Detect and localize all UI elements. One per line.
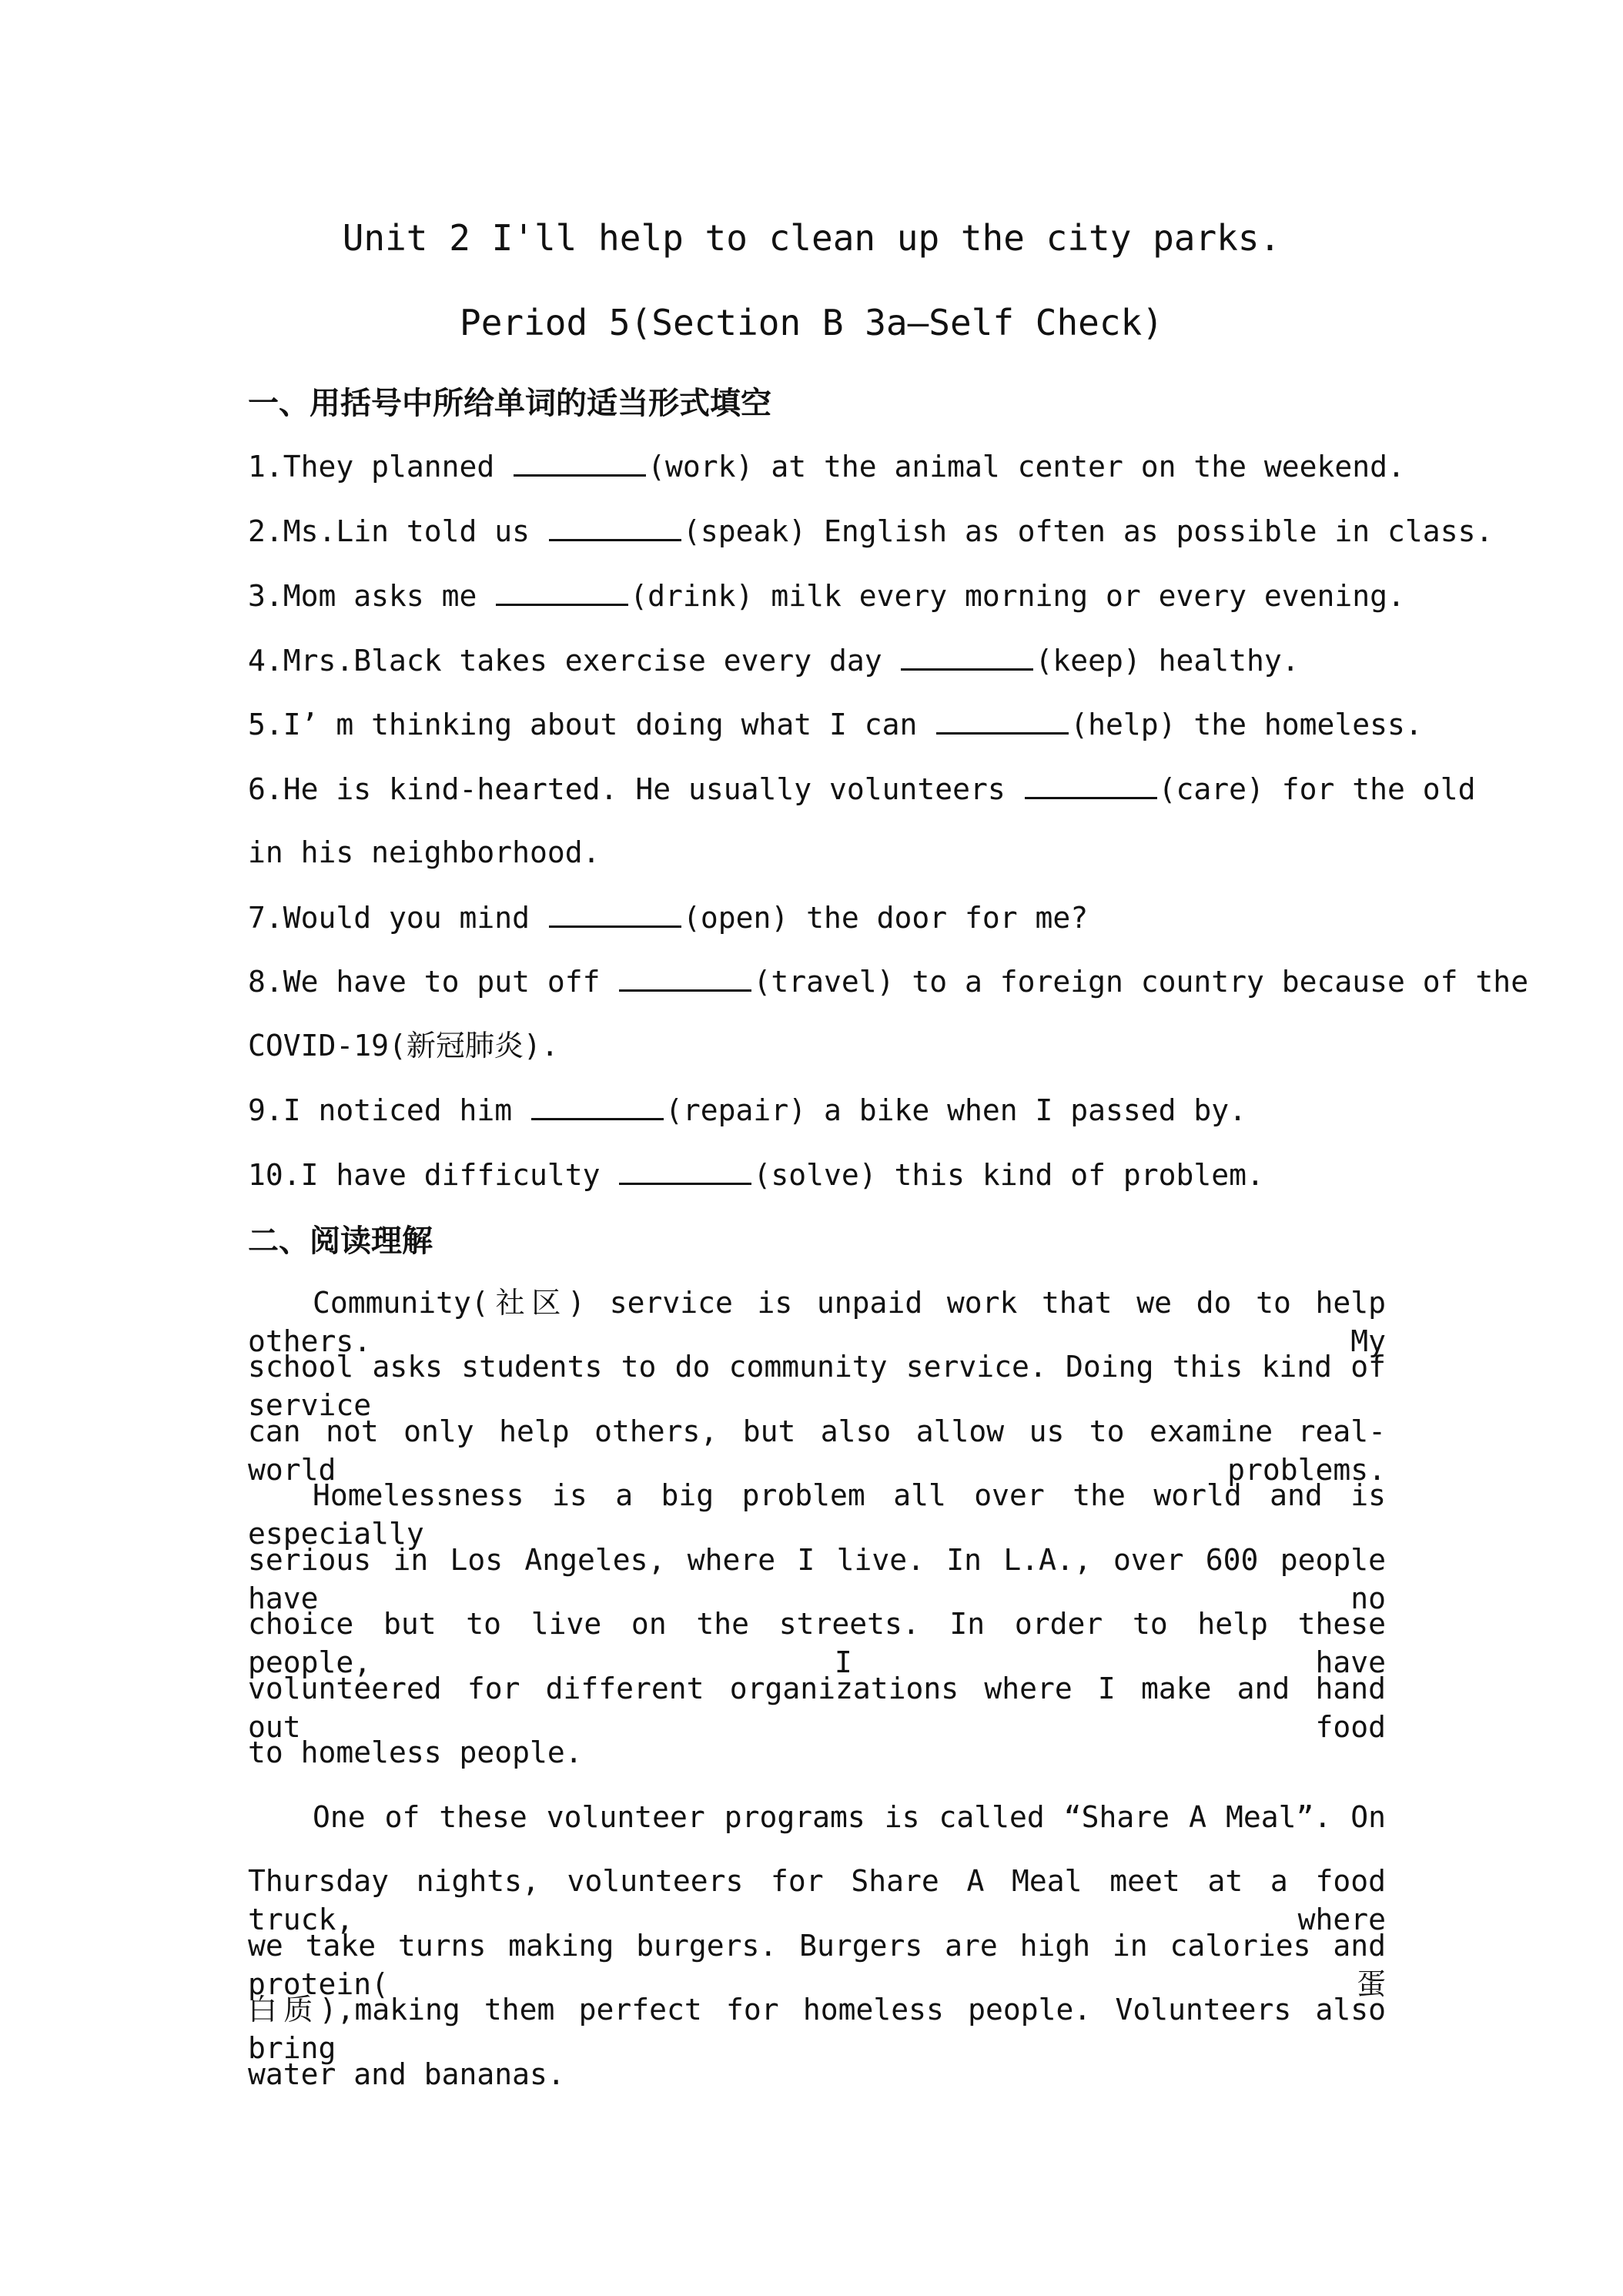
exercise-item (248, 576, 1405, 614)
answer-blank[interactable] (549, 511, 681, 541)
exercise-item (248, 898, 1386, 936)
page-title: Unit 2 I'll help to clean up the city parks. (342, 217, 1281, 259)
passage-line: serious in Los Angeles, where I live. In L.A., over 600 people have no (248, 1543, 1386, 1615)
answer-blank[interactable] (549, 898, 681, 928)
item-text: (care) for the old (1158, 772, 1476, 806)
passage-line: to homeless people. (248, 1735, 583, 1769)
passage-line: One of these volunteer programs is called “Share A Meal”. On (313, 1800, 1386, 1834)
passage-line: can not only help others, but also allow us to examine real-world problems. (248, 1414, 1386, 1487)
exercise-item-continuation: COVID-19(新冠肺炎). (248, 1029, 559, 1063)
item-text: 5.I’ m thinking about doing what I can (248, 708, 935, 741)
section-1-heading: 一、用括号中所给单词的适当形式填空 (248, 386, 771, 421)
item-text: (repair) a bike when I passed by. (665, 1093, 1247, 1127)
item-text: 4.Mrs.Black takes exercise every day (248, 644, 900, 678)
exercise-item (248, 511, 1494, 550)
passage-line: Homelessness is a big problem all over the world and is especially (248, 1478, 1386, 1551)
item-text: 6.He is kind-hearted. He usually volunteers (248, 772, 1023, 806)
passage-line: volunteered for different organizations where I make and hand out food (248, 1672, 1386, 1744)
exercise-item (248, 447, 1405, 485)
passage-line: Thursday nights, volunteers for Share A Meal meet at a food truck, where (248, 1864, 1386, 1936)
item-text: 3.Mom asks me (248, 579, 495, 613)
item-text: 2.Ms.Lin told us (248, 514, 547, 548)
item-text: 1.They planned (248, 450, 513, 484)
answer-blank[interactable] (936, 705, 1069, 735)
answer-blank[interactable] (619, 962, 751, 992)
item-text: 9.I noticed him (248, 1093, 530, 1127)
item-text: (help) the homeless. (1070, 708, 1423, 741)
answer-blank[interactable] (901, 641, 1033, 671)
passage-line: we take turns making burgers. Burgers are high in calories and protein(蛋 (248, 1929, 1386, 2001)
passage-line: water and bananas. (248, 2057, 565, 2091)
answer-blank[interactable] (1025, 769, 1157, 799)
item-text: (drink) milk every morning or every evening. (630, 579, 1405, 613)
exercise-item (248, 641, 1386, 679)
exercise-item (248, 769, 1476, 808)
item-text: 10.I have difficulty (248, 1158, 618, 1192)
passage-line: school asks students to do community service. Doing this kind of service (248, 1350, 1386, 1422)
item-text: (keep) healthy. (1035, 644, 1300, 678)
item-text: (open) the door for me? (682, 901, 1089, 935)
page-subtitle: Period 5(Section B 3a—Self Check) (460, 302, 1163, 343)
item-text: (work) at the animal center on the weekend. (648, 450, 1405, 484)
exercise-item-continuation: in his neighborhood. (248, 835, 601, 869)
exercise-item (248, 962, 1529, 1000)
item-text: (speak) English as often as possible in class. (682, 514, 1494, 548)
item-text: 8.We have to put off (248, 965, 618, 999)
exercise-item (248, 1155, 1386, 1193)
answer-blank[interactable] (514, 447, 646, 477)
answer-blank[interactable] (531, 1090, 664, 1120)
exercise-item (248, 1090, 1386, 1129)
exercise-item (248, 705, 1423, 743)
item-text: 7.Would you mind (248, 901, 547, 935)
answer-blank[interactable] (619, 1155, 751, 1185)
answer-blank[interactable] (496, 576, 628, 606)
passage-line: Community(社区) service is unpaid work that we do to help others. My (248, 1286, 1386, 1358)
item-text: (solve) this kind of problem. (753, 1158, 1264, 1192)
section-2-heading: 二、阅读理解 (248, 1223, 433, 1259)
item-text: (travel) to a foreign country because of the (753, 965, 1529, 999)
passage-line: choice but to live on the streets. In order to help these people, I have (248, 1607, 1386, 1679)
passage-line: 白质),making them perfect for homeless people. Volunteers also bring (248, 1993, 1386, 2065)
